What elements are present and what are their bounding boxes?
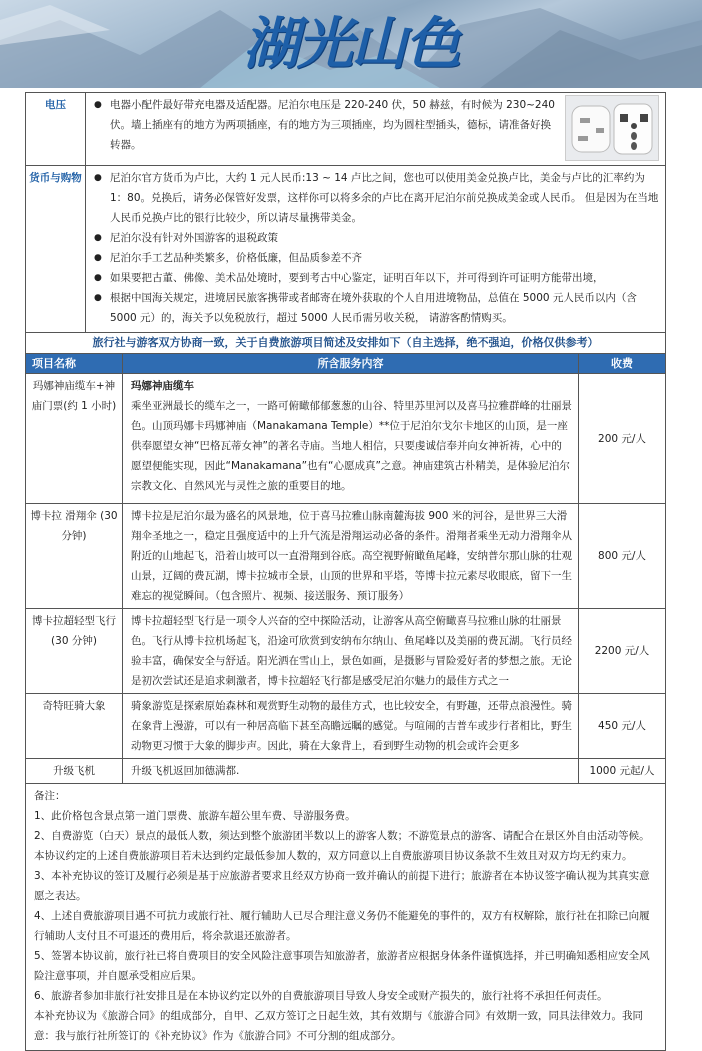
- tour-description: 升级飞机返回加德满都.: [123, 759, 579, 784]
- info-bullet: ● 根据中国海关规定，进境居民旅客携带或者邮寄在境外获取的个人自用进境物品，总值在 5000 元人民币以内（含 5000 元）的，海关予以免税放行，超过 5000 人民币需另收关税， 请游客酌情购买。: [94, 288, 659, 328]
- info-bullet: ● 电器小配件最好带充电器及适配器。尼泊尔电压是 220-240 伏，50 赫兹，有时候为 230~240 伏。墙上插座有的地方为两项插座，有的地方为三项插座，均为圆柱型插头，德标，请准备好换转器。: [94, 95, 659, 155]
- tour-name: 博卡拉超轻型飞行 (30 分钟): [26, 609, 123, 694]
- note-item: 1、此价格包含景点第一道门票费、旅游车超公里车费、导游服务费。: [34, 810, 356, 822]
- table-row: [26, 504, 666, 609]
- tour-fee: 2200 元/人: [579, 609, 666, 694]
- tour-name: 博卡拉 滑翔伞 (30 分钟): [26, 504, 123, 609]
- info-row-voltage: [26, 93, 666, 166]
- agreement-title: 旅行社与游客双方协商一致，关于自费旅游项目简述及安排如下（自主选择，绝不强迫，价格仅供参考）: [26, 333, 666, 354]
- note-item: 6、旅游者参加非旅行社安排且是在本协议约定以外的自费旅游项目导致人身安全或财产损失的，旅行社将不承担任何责任。: [34, 990, 608, 1002]
- tour-fee: 200 元/人: [579, 374, 666, 504]
- info-row-currency-shopping: [26, 166, 666, 333]
- info-bullet: ● 如果要把古董、佛像、美术品处境时，要到考古中心鉴定，证明百年以下，并可得到许可证明方能带出境，: [94, 268, 659, 288]
- tour-fee: 450 元/人: [579, 694, 666, 759]
- header-banner: [0, 0, 702, 88]
- tour-description: 博卡拉是尼泊尔最为盛名的风景地，位于喜马拉雅山脉南麓海拔 900 米的河谷，是世界三大滑翔伞圣地之一，稳定且强度适中的上升气流是滑翔运动必备的条件。滑翔者乘坐无动力滑翔伞从附近的山地起飞，沿着山坡可以一直滑翔到谷底。高空视野俯瞰鱼尾峰，安纳普尔那山脉的壮观山景，辽阔的费瓦湖，博卡拉城市全景，山顶的世界和平塔，等博卡拉元素尽收眼底，留下一生难忘的视觉瞬间。（包含照片、视频、接送服务、预订服务）: [123, 504, 579, 609]
- tour-fee: 800 元/人: [579, 504, 666, 609]
- tour-name: 玛娜神庙缆车+神庙门票(约 1 小时): [26, 374, 123, 504]
- note-item: 5、签署本协议前，旅行社已将自费项目的安全风险注意事项告知旅游者，旅游者应根据身体条件谨慎选择，并已明确知悉相应安全风险注意事项，并自愿承受相应后果。: [34, 950, 650, 982]
- notes-row: [26, 784, 666, 1051]
- note-item: 4、上述自费旅游项目遇不可抗力或旅行社、履行辅助人已尽合理注意义务仍不能避免的事件的，双方有权解除，旅行社在扣除已向履行辅助人支付且不可退还的费用后，将余款退还旅游者。: [34, 910, 650, 942]
- banner-title: 湖光山色: [243, 11, 459, 77]
- notes-title: 备注：: [34, 790, 66, 802]
- tour-title: 玛娜神庙缆车: [131, 380, 194, 392]
- tour-name: 奇特旺骑大象: [26, 694, 123, 759]
- header-fee: 收费: [579, 354, 666, 374]
- info-bullet: ● 尼泊尔没有针对外国游客的退税政策: [94, 228, 659, 248]
- tour-description: 博卡拉超轻型飞行是一项令人兴奋的空中探险活动，让游客从高空俯瞰喜马拉雅山脉的壮丽景色。飞行从博卡拉机场起飞，沿途可欣赏到安纳布尔纳山、鱼尾峰以及美丽的费瓦湖。飞行员经验丰富，确保安全与舒适。阳光洒在雪山上，景色如画，是摄影与冒险爱好者的梦想之旅。无论是初次尝试还是追求刺激者，博卡拉超轻飞行都是感受尼泊尔魅力的最佳方式之一: [123, 609, 579, 694]
- info-label: 货币与购物: [26, 166, 86, 333]
- note-item: 2、自费游览（白天）景点的最低人数，须达到整个旅游团半数以上的游客人数；不游览景点的游客、请配合在景区外自由活动等候。本协议约定的上述自费旅游项目若未达到约定最低参加人数的，双方同意以上自费旅游项目协议条款不生效且对双方均无约束力。: [34, 830, 650, 862]
- note-item: 本补充协议为《旅游合同》的组成部分，自甲、乙双方签订之日起生效，其有效期与《旅游合同》有效期一致，同具法律效力。我同意：我与旅行社所签订的《补充协议》作为《旅游合同》不可分割的组成部分。: [34, 1010, 643, 1042]
- tour-description: 乘坐亚洲最长的缆车之一，一路可俯瞰郁郁葱葱的山谷、特里苏里河以及喜马拉雅群峰的壮丽景色。山顶玛娜卡玛娜神庙（Manakamana Temple）**位于尼泊尔戈尔卡地区的山顶，是一座供奉愿望女神“巴格瓦蒂女神”的著名寺庙。当地人相信，只要虔诚信奉并向女神祈祷，心中的愿望便能实现，因此“Manakamana”也有“心愿成真”之意。神庙建筑古朴精美，是体验尼泊尔宗教文化、自然风光与灵性之旅的重要目的地。: [131, 400, 572, 492]
- table-header: [26, 354, 666, 374]
- table-row: [26, 609, 666, 694]
- tour-fee: 1000 元起/人: [579, 759, 666, 784]
- info-bullet: ● 尼泊尔手工艺品种类繁多，价格低廉，但品质参差不齐: [94, 248, 659, 268]
- tour-name: 升级飞机: [26, 759, 123, 784]
- tour-description: 骑象游览是探索原始森林和观赏野生动物的最佳方式，也比较安全，有野趣，还带点浪漫性。骑在象背上漫游，可以有一种居高临下甚至高瞻远瞩的感觉。与喧闹的吉普车或步行者相比，野生动物更习惯于大象的脚步声。因此，骑在大象背上，看到野生动物的机会或许会更多: [123, 694, 579, 759]
- header-name: 项目名称: [26, 354, 123, 374]
- info-bullet: ● 尼泊尔官方货币为卢比，大约 1 元人民币:13 ~ 14 卢比之间，您也可以使用美金兑换卢比，美金与卢比的汇率约为 1：80。兑换后，请务必保管好发票，这样你可以将多余的卢比在离开尼泊尔前兑换成美金或人民币。 但是因为在当地人民币兑换卢比的银行比较少，所以请尽量携带美金。: [94, 168, 659, 228]
- table-row: [26, 374, 666, 504]
- optional-tours-table: [25, 332, 666, 1051]
- table-row: [26, 694, 666, 759]
- header-content: 所含服务内容: [123, 354, 579, 374]
- info-label: 电压: [26, 93, 86, 166]
- travel-info-table: [25, 92, 666, 333]
- table-row: [26, 759, 666, 784]
- note-item: 3、本补充协议的签订及履行必须是基于应旅游者要求且经双方协商一致并确认的前提下进行；旅游者在本协议签字确认视为其真实意愿之表达。: [34, 870, 650, 902]
